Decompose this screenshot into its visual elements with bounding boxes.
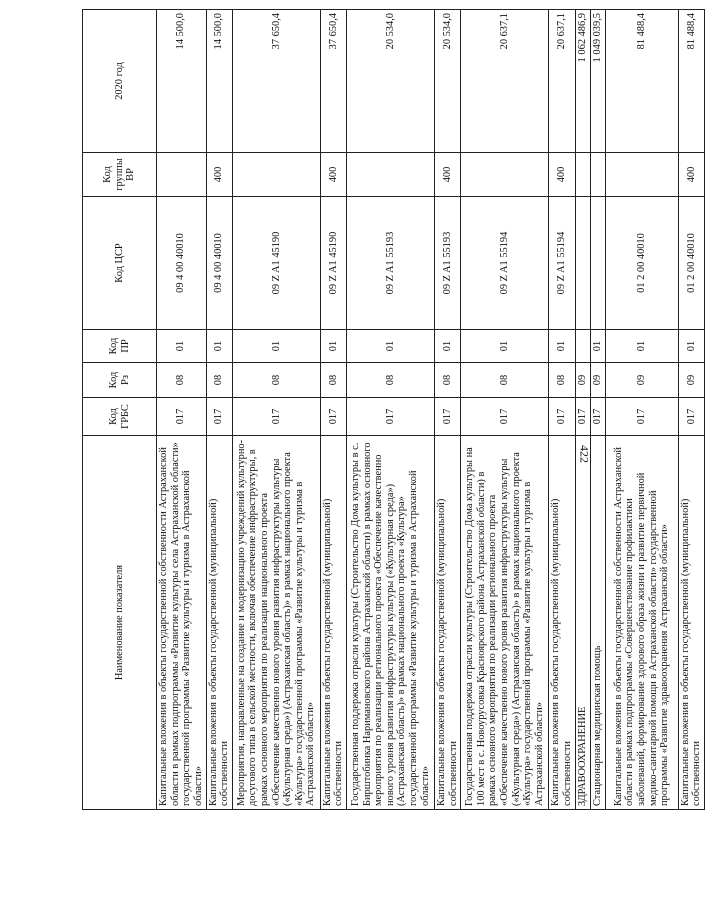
row-value: 81 488,4 xyxy=(605,10,678,153)
row-csr: 09 Z A1 55193 xyxy=(435,197,461,330)
row-grbs: 017 xyxy=(590,398,605,436)
row-grbs: 017 xyxy=(232,398,320,436)
row-grbs: 017 xyxy=(549,398,575,436)
header-year: 2020 год xyxy=(83,10,157,153)
row-value: 20 534,0 xyxy=(435,10,461,153)
row-grbs: 017 xyxy=(157,398,207,436)
row-pr: 01 xyxy=(347,330,435,363)
budget-table xyxy=(82,9,705,810)
row-rz: 08 xyxy=(435,363,461,398)
row-value: 81 488,4 xyxy=(678,10,704,153)
row-vr xyxy=(232,153,320,197)
row-pr: 01 xyxy=(461,330,549,363)
row-name: Государственная поддержка отрасли культуры (Строительство Дома культуры на 100 мест в с. Новоурусовка Красноярского района Астраханской области) в рамках основного мероприятия по реализации регионального проекта «Обеспечение качественно нового уровня развития инфраструктуры культуры («Культурная среда») (Астраханская область)» в рамках национального проекта «Культура» государственной программы «Развитие культуры и туризма в Астраханской области» xyxy=(461,436,549,810)
row-pr: 01 xyxy=(157,330,207,363)
table-row xyxy=(320,10,346,810)
row-pr: 01 xyxy=(605,330,678,363)
header-grbs: Код ГРБС xyxy=(83,398,157,436)
row-rz: 08 xyxy=(461,363,549,398)
row-vr xyxy=(461,153,549,197)
row-name: Капитальные вложения в объекты государственной (муниципальной) собственности xyxy=(206,436,232,810)
row-vr: 400 xyxy=(678,153,704,197)
row-name: Капитальные вложения в объекты государственной (муниципальной) собственности xyxy=(549,436,575,810)
header-pr: Код ПР xyxy=(83,330,157,363)
row-pr xyxy=(575,330,590,363)
table-row xyxy=(605,10,678,810)
table-row xyxy=(575,10,590,810)
row-grbs: 017 xyxy=(206,398,232,436)
row-pr: 01 xyxy=(206,330,232,363)
table-row xyxy=(157,10,207,810)
row-value: 20 534,0 xyxy=(347,10,435,153)
row-value: 1 049 039,5 xyxy=(590,10,605,153)
row-grbs: 017 xyxy=(605,398,678,436)
header-vr: Код группы ВР xyxy=(83,153,157,197)
row-value: 20 637,1 xyxy=(461,10,549,153)
table-row xyxy=(590,10,605,810)
row-rz: 08 xyxy=(320,363,346,398)
row-name: Государственная поддержка отрасли культуры (Строительство Дома культуры в с. Бирштобинка Наримановского района Астраханской области) в рамках основного мероприятия по реализации регионального проекта «Обеспечение качественно нового уровня развития инфраструктуры культуры («Культурная среда») (Астраханская область)» в рамках национального проекта «Культура» государственной программы «Развитие культуры и туризма в Астраханской области» xyxy=(347,436,435,810)
row-vr xyxy=(605,153,678,197)
row-grbs: 017 xyxy=(435,398,461,436)
table-header-row xyxy=(83,10,157,810)
row-grbs: 017 xyxy=(678,398,704,436)
row-pr: 01 xyxy=(435,330,461,363)
row-name: Капитальные вложения в объекты государственной (муниципальной) собственности xyxy=(435,436,461,810)
table-row xyxy=(347,10,435,810)
table-row xyxy=(206,10,232,810)
row-value: 37 650,4 xyxy=(320,10,346,153)
row-csr: 09 Z A1 45190 xyxy=(232,197,320,330)
row-grbs: 017 xyxy=(347,398,435,436)
header-csr: Код ЦСР xyxy=(83,197,157,330)
page-number: 422 xyxy=(577,445,592,463)
row-pr: 01 xyxy=(549,330,575,363)
row-name: ЗДРАВООХРАНЕНИЕ xyxy=(575,436,590,810)
row-pr: 01 xyxy=(320,330,346,363)
row-csr: 09 Z A1 55194 xyxy=(461,197,549,330)
table-row xyxy=(678,10,704,810)
row-name: Капитальные вложения в объекты государственной собственности Астраханской области в рамках подпрограммы «Совершенствование профилактики заболеваний, формирование здорового образа жизни и развитие первичной медико-санитарной помощи в Астраханской области» государственной программы «Развитие здравоохранения Астраханской области» xyxy=(605,436,678,810)
header-name: Наименование показателя xyxy=(83,436,157,810)
row-vr xyxy=(575,153,590,197)
row-pr: 01 xyxy=(232,330,320,363)
row-rz: 08 xyxy=(232,363,320,398)
table-row xyxy=(461,10,549,810)
row-grbs: 017 xyxy=(461,398,549,436)
row-rz: 09 xyxy=(575,363,590,398)
row-csr: 01 2 00 40010 xyxy=(678,197,704,330)
row-csr: 09 Z A1 45190 xyxy=(320,197,346,330)
header-rz: Код Рз xyxy=(83,363,157,398)
row-rz: 08 xyxy=(549,363,575,398)
row-value: 14 500,0 xyxy=(157,10,207,153)
row-rz: 08 xyxy=(206,363,232,398)
row-rz: 08 xyxy=(347,363,435,398)
row-value: 1 062 486,9 xyxy=(575,10,590,153)
row-pr: 01 xyxy=(590,330,605,363)
row-grbs: 017 xyxy=(575,398,590,436)
row-value: 20 637,1 xyxy=(549,10,575,153)
row-name: Мероприятия, направленные на создание и модернизацию учреждений культурно-досугового типа в сельской местности, включая обеспечение инфраструктуры, в рамках основного мероприятия по реализации национального проекта «Обеспечение качественно нового уровня развития инфраструктуры культуры («Культурная среда») (Астраханская область)» в рамках национального проекта «Культура» государственной программы «Развитие культуры и туризма в Астраханской области» xyxy=(232,436,320,810)
row-csr xyxy=(575,197,590,330)
table-row xyxy=(232,10,320,810)
row-vr xyxy=(347,153,435,197)
row-vr xyxy=(590,153,605,197)
row-vr: 400 xyxy=(320,153,346,197)
row-vr xyxy=(157,153,207,197)
row-vr: 400 xyxy=(549,153,575,197)
row-pr: 01 xyxy=(678,330,704,363)
row-csr: 09 4 00 40010 xyxy=(206,197,232,330)
row-rz: 09 xyxy=(590,363,605,398)
row-rz: 08 xyxy=(157,363,207,398)
row-csr: 01 2 00 40010 xyxy=(605,197,678,330)
row-rz: 09 xyxy=(678,363,704,398)
row-name: Капитальные вложения в объекты государственной (муниципальной) собственности xyxy=(320,436,346,810)
row-value: 14 500,0 xyxy=(206,10,232,153)
row-csr xyxy=(590,197,605,330)
row-csr: 09 Z A1 55194 xyxy=(549,197,575,330)
row-value: 37 650,4 xyxy=(232,10,320,153)
table-row xyxy=(435,10,461,810)
table-row xyxy=(549,10,575,810)
row-rz: 09 xyxy=(605,363,678,398)
row-name: Стационарная медицинская помощь xyxy=(590,436,605,810)
row-name: Капитальные вложения в объекты государственной (муниципальной) собственности xyxy=(678,436,704,810)
row-csr: 09 4 00 40010 xyxy=(157,197,207,330)
row-name: Капитальные вложения в объекты государственной собственности Астраханской области в рамках подпрограммы «Развитие культуры села Астраханской области» государственной программы «Развитие культуры и туризма в Астраханской области» xyxy=(157,436,207,810)
row-grbs: 017 xyxy=(320,398,346,436)
row-csr: 09 Z A1 55193 xyxy=(347,197,435,330)
row-vr: 400 xyxy=(206,153,232,197)
row-vr: 400 xyxy=(435,153,461,197)
